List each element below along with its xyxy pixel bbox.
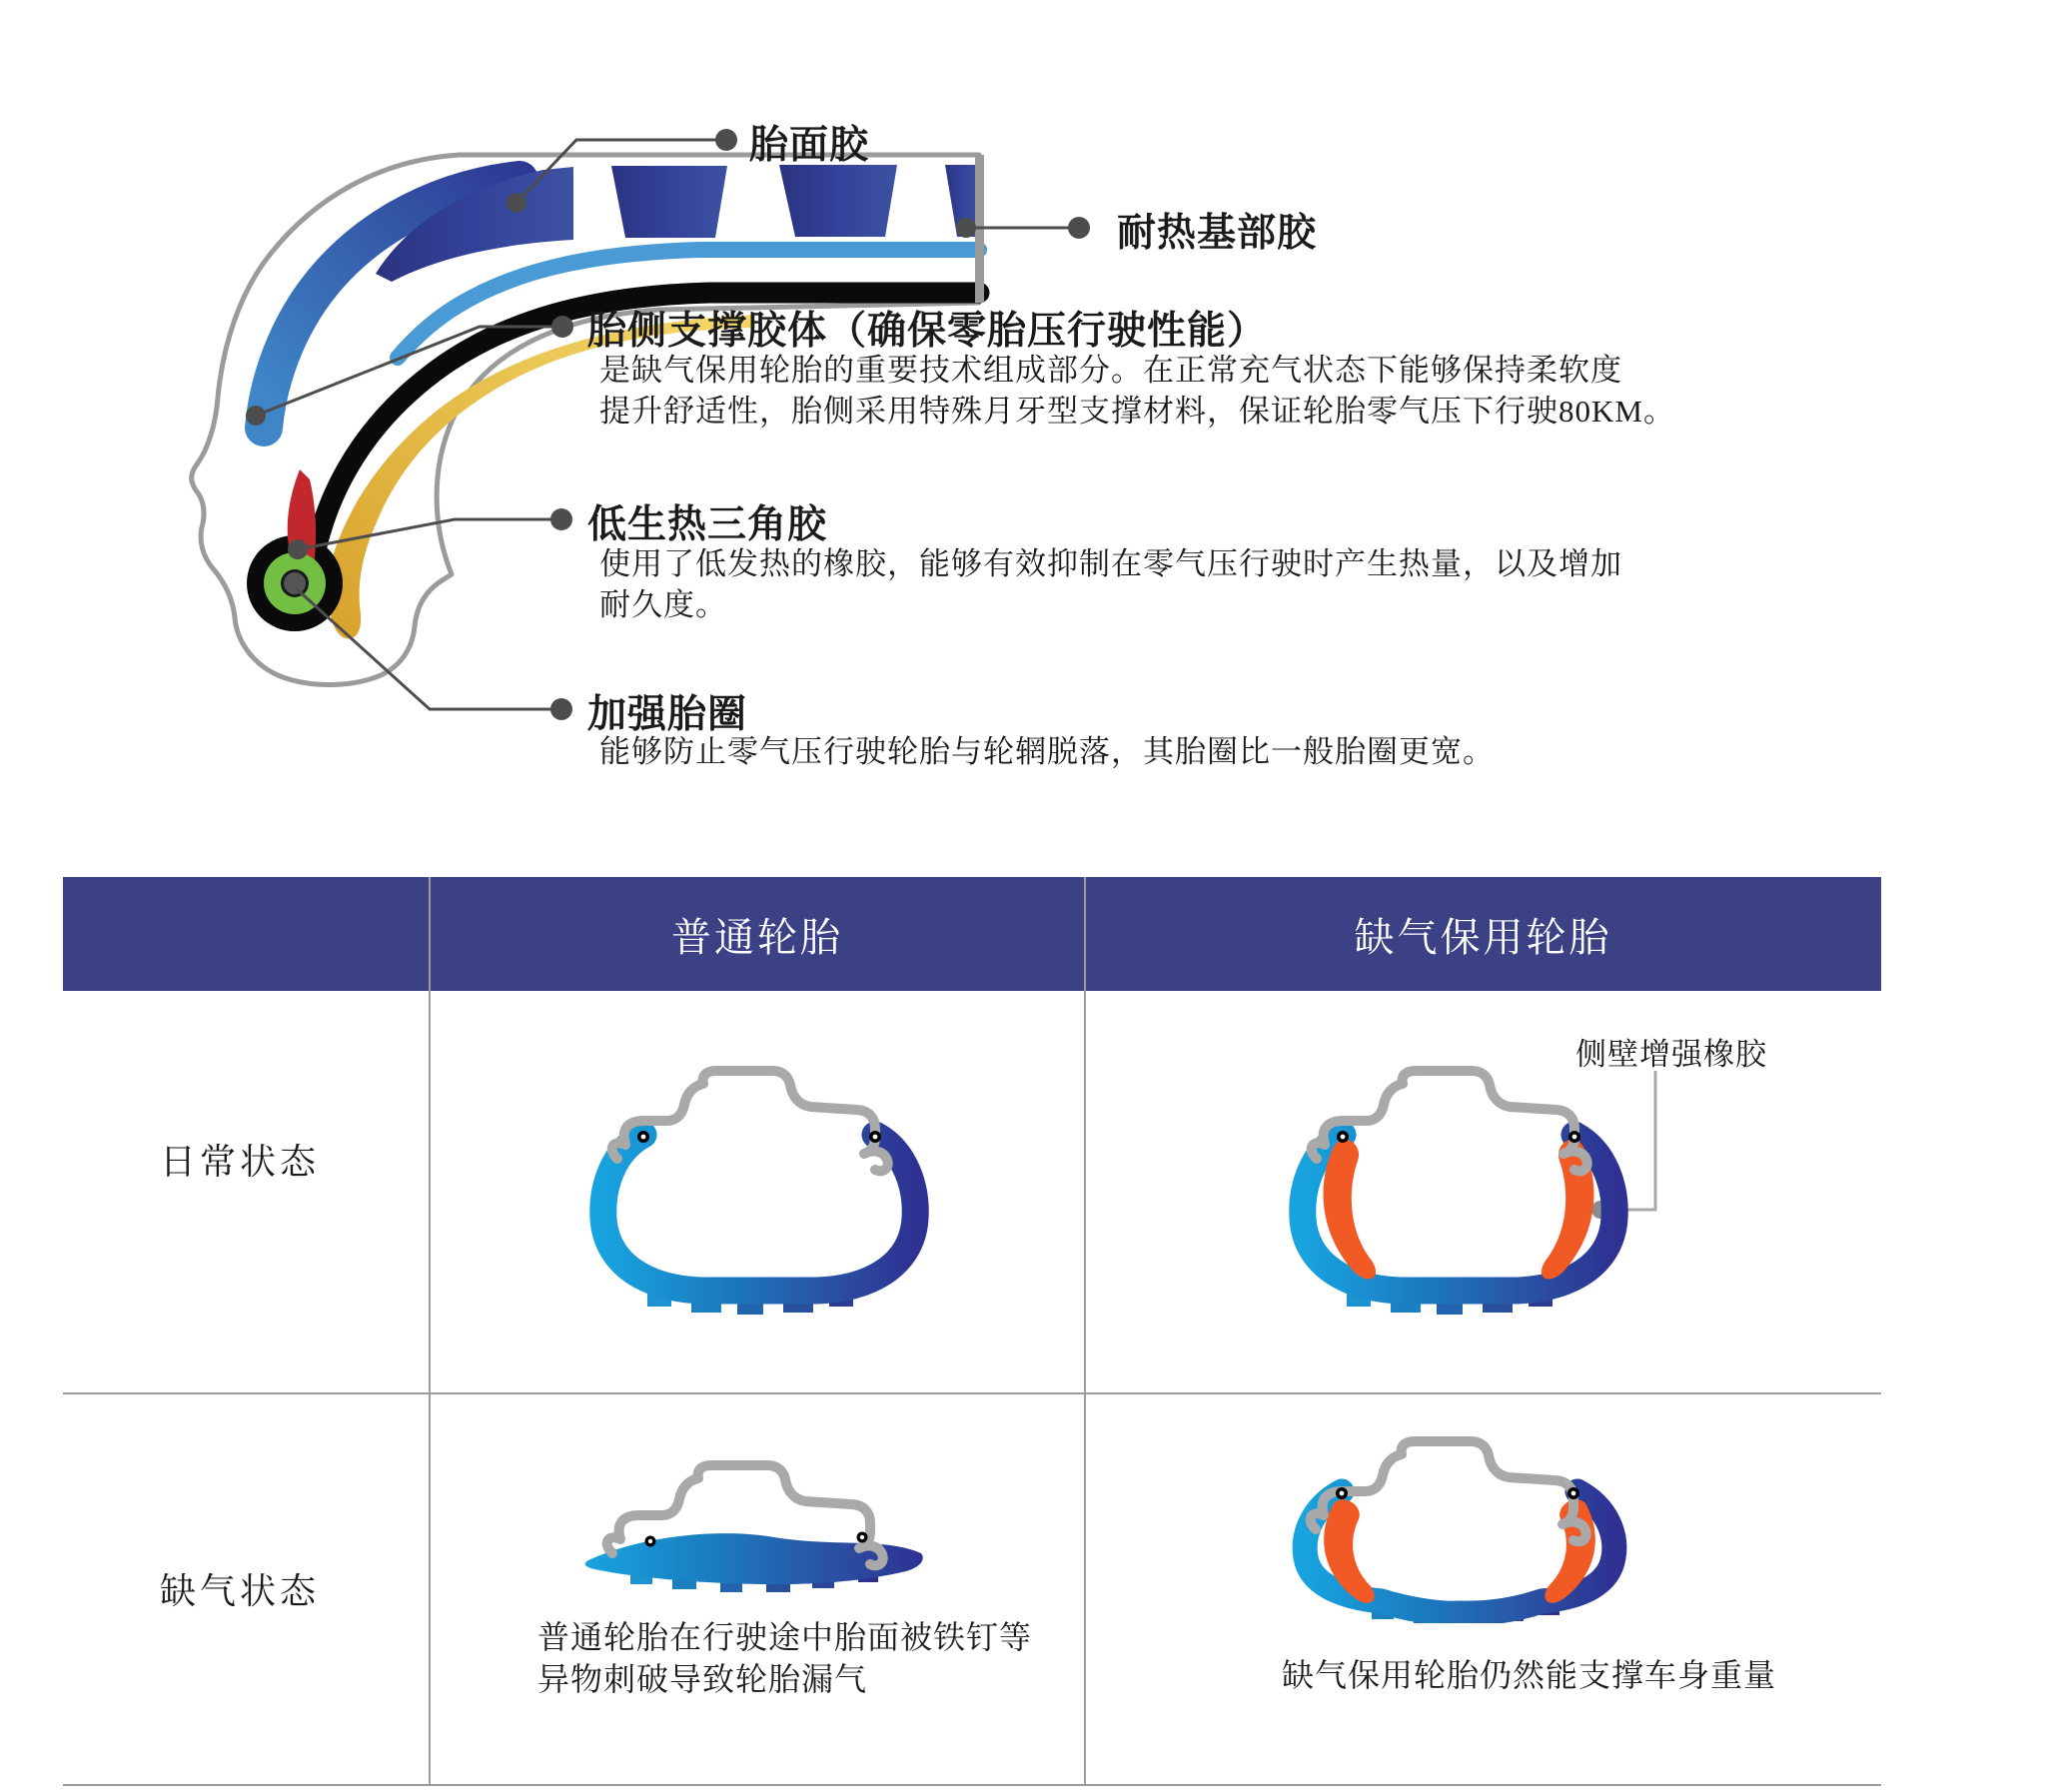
callout-body-sidewall-line1: 是缺气保用轮胎的重要技术组成部分。在正常充气状态下能够保持柔软度	[599, 353, 1622, 388]
callout-body-sidewall-line2: 提升舒适性，胎侧采用特殊月牙型支撑材料，保证轮胎零气压下行驶80KM。	[599, 394, 1675, 429]
target-dot-base	[956, 218, 976, 238]
table-header-bar	[63, 877, 1881, 991]
label-dot-sidewall	[551, 316, 573, 338]
sidewall-annotation-label: 侧壁增强橡胶	[1575, 1037, 1767, 1072]
bead-target-dot	[284, 572, 306, 594]
target-dot-tread	[507, 193, 526, 213]
callout-body-bead	[599, 731, 1495, 772]
callout-body-bead-line1: 能够防止零气压行驶轮胎与轮辋脱落，其胎圈比一般胎圈更宽。	[599, 734, 1495, 769]
caption-runflat-flat: 缺气保用轮胎仍然能支撑车身重量	[1282, 1657, 1777, 1693]
callout-title-tread: 胎面胶	[749, 124, 870, 167]
table-divider-col1	[429, 877, 431, 1784]
col-header-runflat-tire: 缺气保用轮胎	[1354, 914, 1612, 960]
label-dot-apex	[550, 508, 572, 530]
col-header-normal-tire: 普通轮胎	[671, 914, 843, 960]
target-dot-sidewall	[246, 406, 266, 426]
row-label-normal-state: 日常状态	[160, 1142, 321, 1182]
callout-title-bead: 加强胎圈	[587, 693, 748, 736]
callout-body-apex-line2: 耐久度。	[599, 587, 727, 622]
target-dot-apex	[288, 539, 308, 559]
runflat-tire-inflated-illustration	[1279, 1039, 1638, 1324]
tire-body	[603, 1135, 915, 1291]
callout-title-apex: 低生热三角胶	[587, 503, 828, 546]
table-divider-row	[63, 1392, 1881, 1394]
sidewall-reinforcement-inserts	[1324, 1499, 1595, 1603]
callout-title-sidewall: 胎侧支撑胶体（确保零胎压行驶性能）	[587, 310, 1268, 353]
callout-body-sidewall	[599, 350, 1675, 432]
label-dot-tread	[715, 129, 737, 151]
row-label-flat-state: 缺气状态	[160, 1571, 321, 1611]
table-divider-col2	[1084, 877, 1086, 1784]
caption-normal-flat-line2: 异物刺破导致轮胎漏气	[537, 1661, 868, 1697]
normal-tire-inflated-illustration	[579, 1039, 939, 1324]
callout-body-apex	[599, 543, 1622, 625]
label-dot-base	[1068, 217, 1090, 239]
label-dot-bead	[550, 698, 572, 720]
rim-profile	[612, 1071, 888, 1171]
bead-dots	[1337, 1131, 1580, 1143]
caption-normal-flat	[537, 1616, 1032, 1700]
callout-body-apex-line1: 使用了低发热的橡胶，能够有效抑制在零气压行驶时产生热量，以及增加	[599, 546, 1622, 581]
bead-dots	[637, 1131, 881, 1143]
caption-normal-flat-line1: 普通轮胎在行驶途中胎面被铁钉等	[537, 1619, 1033, 1655]
sidewall-reinforcement-inserts	[1324, 1140, 1594, 1280]
normal-tire-deflated-illustration	[574, 1438, 934, 1603]
table-bottom-border	[63, 1784, 1881, 1786]
callout-title-base: 耐热基部胶	[1117, 212, 1318, 255]
runflat-tire-deflated-illustration	[1284, 1423, 1633, 1623]
